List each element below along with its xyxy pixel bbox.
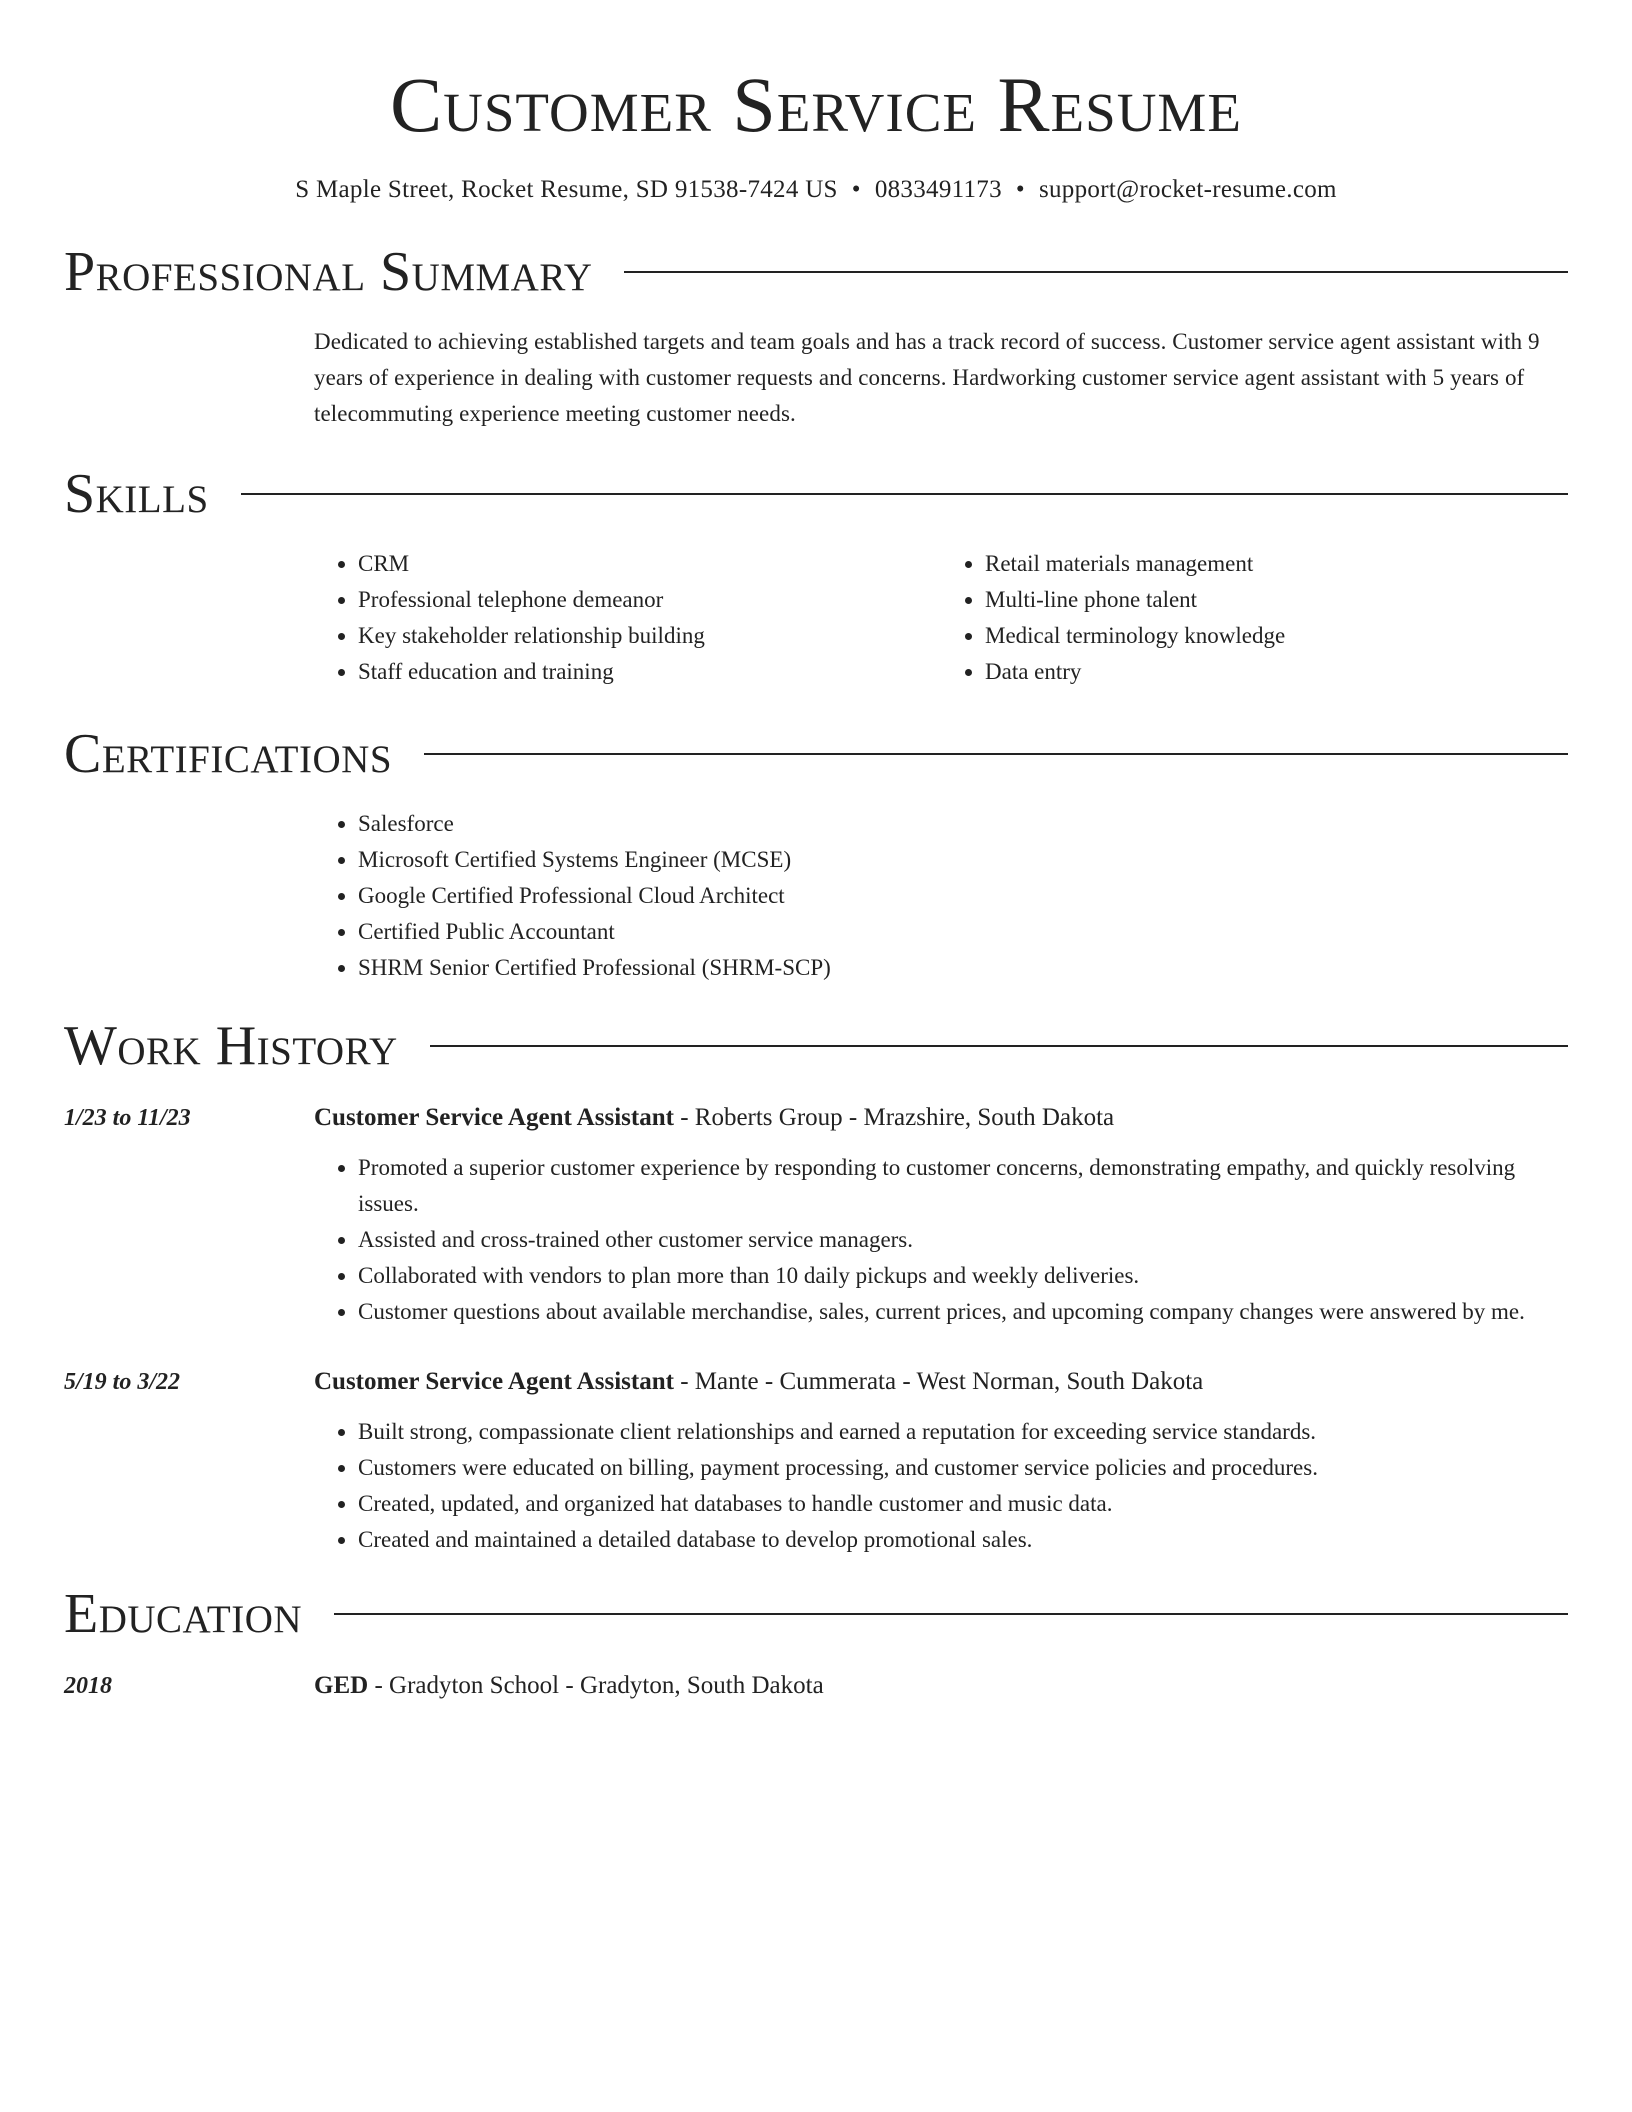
certifications-list (314, 806, 1568, 986)
section-title-certifications: Certifications (64, 723, 393, 785)
section-header-education (64, 1582, 1568, 1646)
section-header-work-history (64, 1014, 1568, 1078)
skill-item: • Multi-line phone talent (985, 582, 1568, 618)
certification-item: • SHRM Senior Certified Professional (SHRM-SCP) (358, 950, 1568, 986)
contact-address: S Maple Street, Rocket Resume, SD 91538-7424 US (295, 176, 838, 203)
job-body (314, 1100, 1568, 1330)
section-header-certifications (64, 722, 1568, 786)
contact-email: support@rocket-resume.com (1038, 176, 1337, 203)
job-duties (314, 1150, 1568, 1330)
certifications-items (314, 806, 1568, 986)
summary-text: Dedicated to achieving established targets and team goals and has a track record of success. Customer service agent assistant with 9 years of experience in dealing with customer requests and concerns. Hardworking customer service agent assistant with 5 years of telecommuting experience meeting customer needs. (314, 329, 1540, 426)
certification-item: • Salesforce (358, 806, 1568, 842)
education-year: 2018 (64, 1673, 112, 1699)
job-entry (64, 1100, 1568, 1330)
education-school: - Gradyton School - Gradyton, South Dakota (368, 1672, 824, 1699)
job-headline (314, 1100, 1568, 1136)
job-title: Customer Service Agent Assistant (314, 1104, 674, 1131)
section-header-summary (64, 240, 1568, 304)
job-duty-item: • Created and maintained a detailed database to develop promotional sales. (358, 1522, 1568, 1558)
job-duty-item: • Promoted a superior customer experience by responding to customer concerns, demonstrating empathy, and quickly resolving issues. (358, 1150, 1568, 1222)
certification-item: • Certified Public Accountant (358, 914, 1568, 950)
section-title-summary: Professional Summary (64, 241, 593, 303)
contact-phone: 0833491173 (874, 176, 1002, 203)
section-divider (624, 271, 1568, 273)
skills-column-left (314, 546, 941, 690)
section-divider (241, 493, 1568, 495)
job-title: Customer Service Agent Assistant (314, 1368, 674, 1395)
job-dates: 5/19 to 3/22 (64, 1369, 181, 1395)
education-body (314, 1668, 1568, 1704)
skill-item: • CRM (358, 546, 941, 582)
contact-separator: • (851, 176, 861, 203)
certification-item: • Microsoft Certified Systems Engineer (MCSE) (358, 842, 1568, 878)
education-entry (64, 1668, 1568, 1704)
section-divider (334, 1613, 1568, 1615)
skill-item: • Professional telephone demeanor (358, 582, 941, 618)
job-duty-item: • Created, updated, and organized hat databases to handle customer and music data. (358, 1486, 1568, 1522)
section-divider (430, 1045, 1568, 1047)
section-title-work-history: Work History (64, 1015, 398, 1077)
contact-separator: • (1015, 176, 1025, 203)
job-company: - Roberts Group - Mrazshire, South Dakota (673, 1104, 1115, 1131)
job-headline (314, 1364, 1568, 1400)
skills-column-right (941, 546, 1568, 690)
job-company: - Mante - Cummerata - West Norman, South Dakota (673, 1368, 1204, 1395)
job-duty-item: • Customers were educated on billing, payment processing, and customer service policies and procedures. (358, 1450, 1568, 1486)
skill-item: • Key stakeholder relationship building (358, 618, 941, 654)
job-duty-item: • Built strong, compassionate client relationships and earned a reputation for exceeding service standards. (358, 1414, 1568, 1450)
contact-line (64, 174, 1568, 206)
skill-item: • Retail materials management (985, 546, 1568, 582)
job-dates: 1/23 to 11/23 (64, 1105, 191, 1131)
section-divider (424, 753, 1568, 755)
skill-item: • Data entry (985, 654, 1568, 690)
education-headline (314, 1668, 1568, 1704)
job-body (314, 1364, 1568, 1558)
skill-item: • Medical terminology knowledge (985, 618, 1568, 654)
certification-item: • Google Certified Professional Cloud Architect (358, 878, 1568, 914)
job-duty-item: • Collaborated with vendors to plan more than 10 daily pickups and weekly deliveries. (358, 1258, 1568, 1294)
job-entry (64, 1364, 1568, 1558)
education-degree: GED (314, 1672, 369, 1699)
section-title-education: Education (64, 1583, 303, 1645)
page-title: Customer Service Resume (390, 61, 1242, 148)
skills-list (314, 546, 1568, 690)
job-duties (314, 1414, 1568, 1558)
section-header-skills (64, 462, 1568, 526)
skill-item: • Staff education and training (358, 654, 941, 690)
job-duty-item: • Assisted and cross-trained other customer service managers. (358, 1222, 1568, 1258)
section-title-skills: Skills (64, 463, 209, 525)
job-duty-item: • Customer questions about available merchandise, sales, current prices, and upcoming company changes were answered by me. (358, 1294, 1568, 1330)
